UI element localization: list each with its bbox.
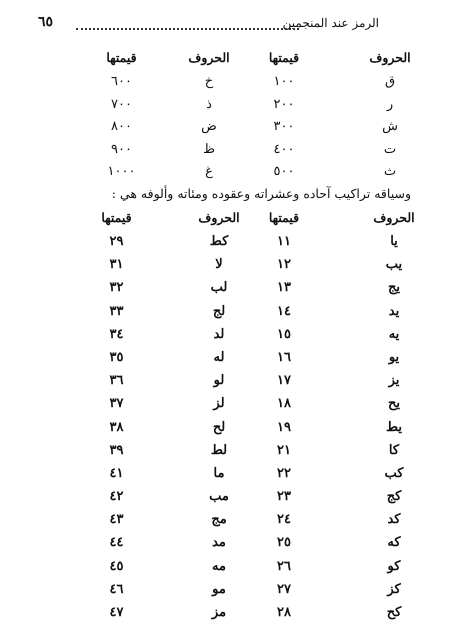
cell-letters-1: يب: [385, 257, 403, 273]
cell-value-1: ٥٠٠: [273, 164, 295, 179]
cell-value-2: ٣٤: [109, 326, 124, 342]
header-letters-1: الحروف: [373, 210, 415, 225]
cell-letters-1: كح: [386, 605, 402, 620]
header-value-1: قيمتها: [268, 210, 300, 225]
cell-value-1: ٣٠٠: [273, 119, 295, 134]
cell-letters-2: مد: [212, 535, 226, 551]
header-letters-2: الحروف: [188, 50, 230, 65]
cell-value-2: ٤٥: [109, 558, 124, 574]
table-row: [0, 280, 449, 303]
dotted-leader: [76, 28, 299, 30]
cell-letters-1: ث: [383, 164, 397, 179]
table-row: [0, 582, 449, 605]
cell-value-2: ٦٠٠: [111, 74, 132, 89]
table-row: [0, 512, 449, 535]
cell-letters-2: مز: [211, 605, 227, 620]
cell-value-1: ٢٤: [277, 512, 291, 528]
cell-letters-2: مه: [212, 558, 226, 574]
intro-text: وسياقه تراكيب آحاده وعشراته وعقوده ومئاته وألوفه هي :: [111, 186, 411, 201]
header-value-2: قيمتها: [106, 50, 137, 65]
cell-letters-2: لح: [212, 419, 226, 435]
table-row: [0, 257, 449, 280]
cell-letters-1: يا: [390, 234, 398, 249]
cell-letters-2: لز: [213, 396, 225, 412]
cell-letters-2: له: [213, 349, 225, 365]
cell-letters-1: كز: [387, 581, 401, 597]
cell-value-2: ٣٨: [109, 419, 124, 435]
table-row: [0, 535, 449, 558]
cell-letters-2: ض: [201, 119, 217, 134]
cell-value-1: ١٠٠: [273, 74, 295, 89]
cell-value-2: ٣٩: [109, 442, 124, 458]
table-row: [0, 559, 449, 582]
table-row: [0, 373, 449, 396]
cell-value-1: ١٥: [277, 326, 291, 342]
table-row: [0, 304, 449, 327]
cell-letters-2: ظ: [202, 141, 216, 157]
cell-value-1: ٢٥: [277, 535, 291, 551]
table-row: [0, 97, 449, 120]
cell-letters-2: كط: [209, 234, 229, 249]
cell-letters-1: كا: [388, 442, 400, 458]
cell-value-1: ٢٨: [277, 605, 291, 620]
cell-value-1: ١٨: [277, 396, 291, 412]
cell-letters-1: يد: [388, 303, 400, 319]
table-row: [0, 350, 449, 373]
cell-letters-2: لد: [213, 326, 225, 342]
cell-letters-2: لا: [215, 257, 223, 273]
header-value-2: قيمتها: [101, 210, 132, 225]
cell-value-1: ٤٠٠: [273, 141, 295, 157]
cell-letters-1: يز: [388, 373, 400, 389]
cell-value-2: ٤٦: [109, 581, 124, 597]
cell-letters-1: ر: [386, 96, 394, 112]
table-row: [0, 142, 449, 165]
cell-letters-1: يح: [387, 396, 400, 412]
cell-value-1: ٢٦: [277, 558, 291, 574]
cell-value-2: ٢٩: [109, 234, 124, 249]
cell-value-1: ٢٠٠: [273, 96, 295, 112]
cell-value-2: ٤٣: [109, 512, 124, 528]
running-title: الرمز عند المنجمين: [282, 16, 379, 30]
cell-letters-1: كب: [384, 465, 404, 481]
cell-value-1: ١٣: [277, 280, 291, 296]
cell-value-2: ١٠٠٠: [107, 164, 136, 179]
cell-letters-2: لب: [210, 280, 228, 296]
table-header-row: [0, 210, 449, 234]
cell-letters-1: كج: [386, 489, 402, 505]
table-row: [0, 489, 449, 512]
cell-letters-1: يو: [388, 349, 400, 365]
table-row: [0, 234, 449, 257]
cell-value-2: ٤٢: [109, 489, 124, 505]
table-header-row: [0, 50, 449, 74]
table-row: [0, 164, 449, 187]
table-row: [0, 420, 449, 443]
cell-value-2: ٣٢: [109, 280, 124, 296]
table-row: [0, 466, 449, 489]
cell-letters-1: ت: [383, 141, 397, 157]
cell-letters-2: لط: [210, 442, 228, 458]
cell-value-1: ١٩: [277, 419, 291, 435]
cell-letters-2: مو: [212, 581, 226, 597]
cell-letters-2: خ: [204, 74, 214, 89]
table-row: [0, 443, 449, 466]
cell-letters-2: لج: [212, 303, 226, 319]
table-row: [0, 119, 449, 142]
cell-letters-2: ما: [213, 465, 225, 481]
cell-value-2: ٤٤: [109, 535, 124, 551]
cell-value-1: ٢٢: [277, 465, 291, 481]
cell-value-1: ١٦: [277, 349, 291, 365]
cell-value-2: ٤١: [109, 465, 124, 481]
header-letters-1: الحروف: [369, 50, 411, 65]
cell-letters-2: مج: [211, 512, 227, 528]
header-letters-2: الحروف: [198, 210, 240, 225]
cell-letters-1: ش: [382, 119, 398, 134]
cell-value-2: ٧٠٠: [111, 96, 132, 112]
cell-letters-1: ق: [384, 74, 396, 89]
cell-value-2: ٣٥: [109, 349, 124, 365]
table-row: [0, 74, 449, 97]
cell-value-1: ٢١: [277, 442, 291, 458]
cell-value-2: ٨٠٠: [111, 119, 132, 134]
cell-letters-2: ذ: [206, 96, 212, 112]
cell-letters-1: يه: [388, 326, 400, 342]
cell-value-2: ٤٧: [109, 605, 124, 620]
cell-letters-1: يج: [387, 280, 400, 296]
cell-value-1: ١١: [277, 234, 291, 249]
cell-letters-2: مب: [209, 489, 229, 505]
top-letter-value-table: [0, 50, 449, 187]
cell-value-2: ٣٣: [109, 303, 124, 319]
cell-letters-1: كو: [387, 558, 401, 574]
cell-value-2: ٣٦: [109, 373, 124, 389]
cell-value-1: ٢٣: [277, 489, 291, 505]
cell-letters-2: غ: [205, 164, 213, 179]
cell-letters-1: يط: [386, 419, 402, 435]
table-row: [0, 327, 449, 350]
page-number: ٦٥: [38, 14, 54, 30]
cell-value-1: ٢٧: [277, 581, 291, 597]
cell-value-2: ٣٧: [109, 396, 124, 412]
header-value-1: قيمتها: [268, 50, 300, 65]
cell-letters-1: كد: [387, 512, 401, 528]
cell-letters-2: لو: [213, 373, 225, 389]
table-row: [0, 396, 449, 419]
bottom-letter-value-table: [0, 210, 449, 628]
cell-value-2: ٣١: [109, 257, 124, 273]
cell-letters-1: كه: [387, 535, 401, 551]
cell-value-1: ١٧: [277, 373, 291, 389]
cell-value-1: ١٤: [277, 303, 291, 319]
cell-value-1: ١٢: [277, 257, 291, 273]
cell-value-2: ٩٠٠: [111, 141, 132, 157]
